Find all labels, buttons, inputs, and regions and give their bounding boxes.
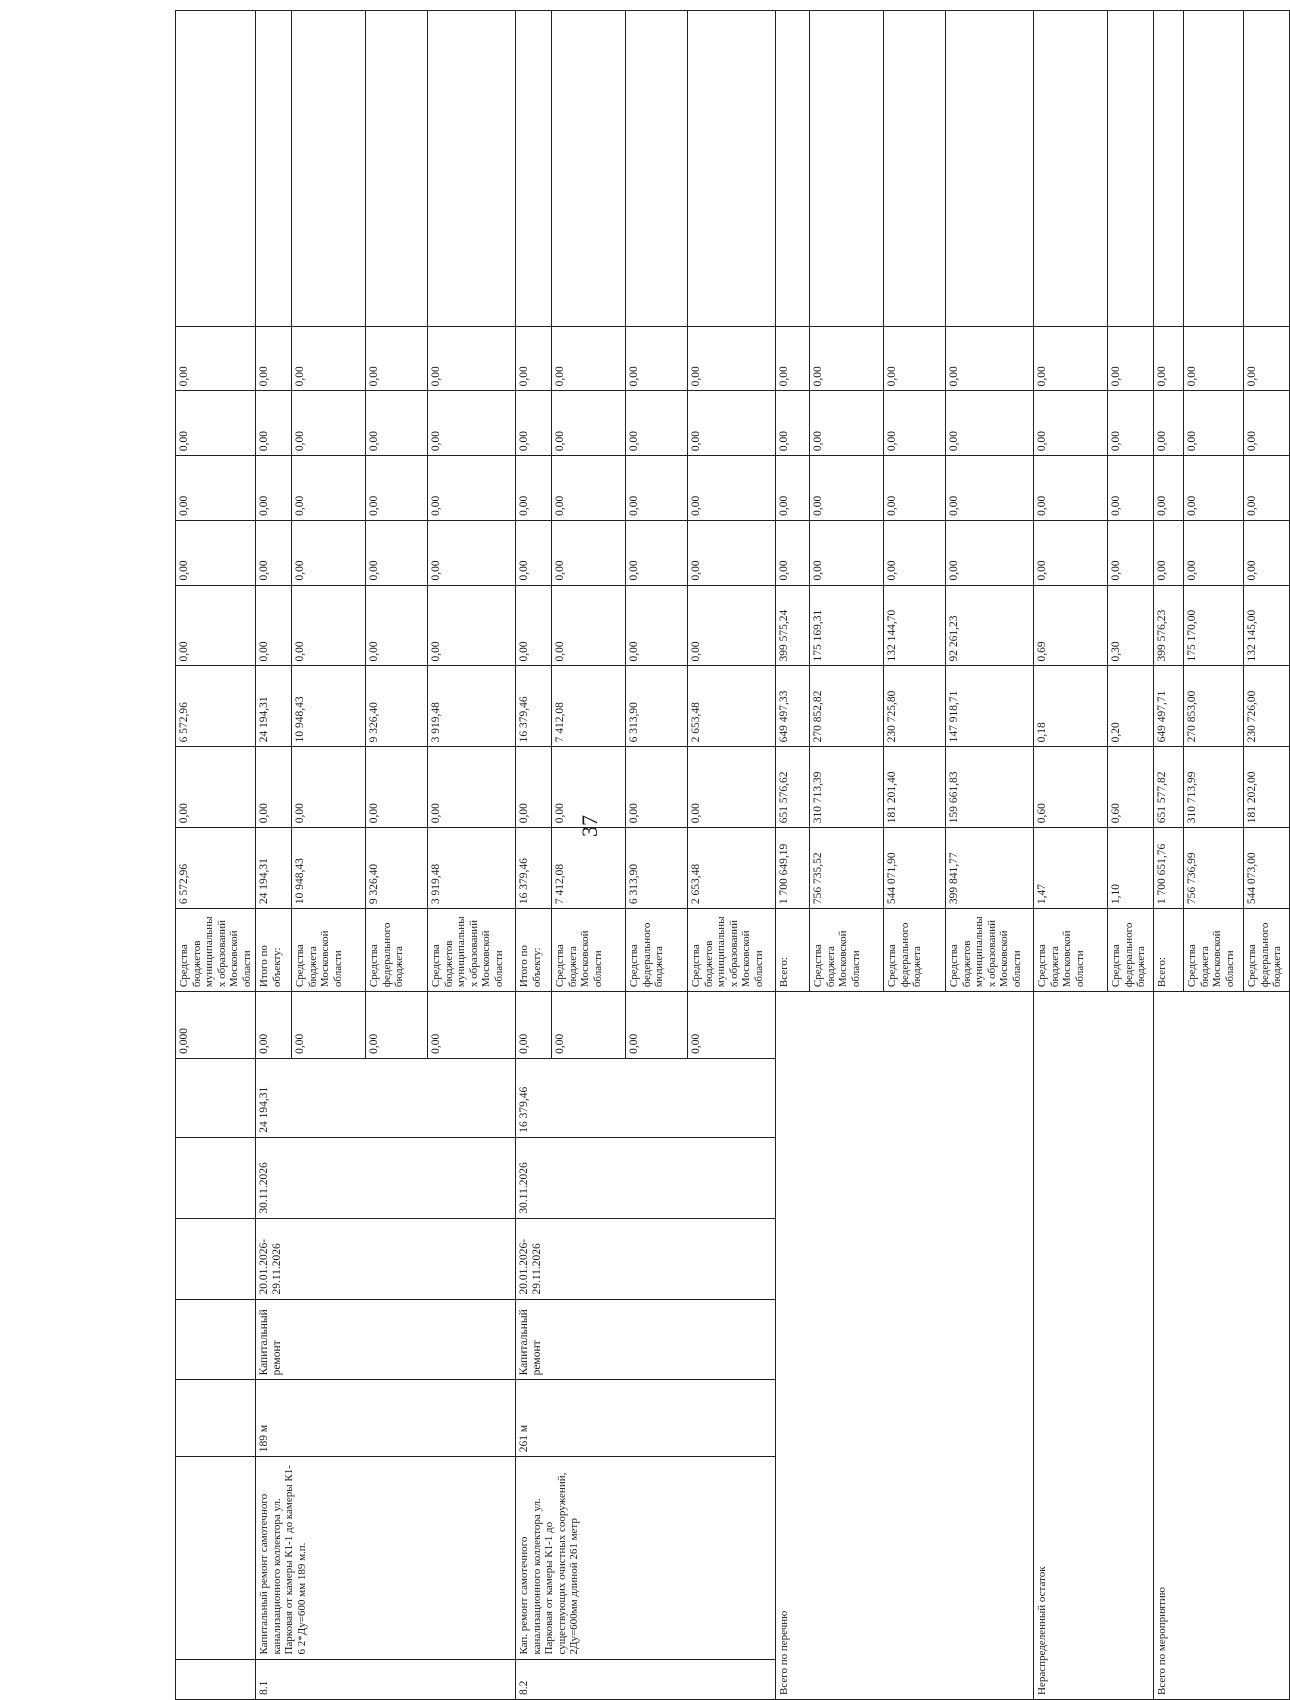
cell-value: 0,00 <box>552 456 626 521</box>
cell-value: 0,00 <box>366 747 428 828</box>
cell-value <box>552 11 626 327</box>
cell-volume <box>176 1380 256 1457</box>
cell-value: 649 497,33 <box>776 666 810 747</box>
cell-value: 0,00 <box>516 326 552 391</box>
cell-value: 0,00 <box>810 520 884 585</box>
cell-value: 6 313,90 <box>626 828 688 909</box>
cell-value: 175 170,00 <box>1184 585 1244 666</box>
cell-value: 92 261,23 <box>946 585 1034 666</box>
cell-value: 0,00 <box>552 520 626 585</box>
cell-value <box>626 11 688 327</box>
cell-funding-source: Средства бюджетов муниципальных образований Московской области <box>946 909 1034 992</box>
cell-funding-source: Средства бюджетов муниципальных образований Московской области <box>688 909 776 992</box>
cell-value: 0,00 <box>176 747 256 828</box>
cell-value <box>946 11 1034 327</box>
cell-value: 0,00 <box>1108 391 1154 456</box>
cell-value: 0,00 <box>552 326 626 391</box>
cell-volume: 189 м <box>256 1380 516 1457</box>
cell-value: 16 379,46 <box>516 828 552 909</box>
cell-value: 0,00 <box>292 326 366 391</box>
cell-value: 0,18 <box>1034 666 1108 747</box>
cell-value: 2 653,48 <box>688 666 776 747</box>
cell-value: 0,00 <box>516 520 552 585</box>
cell-value: 1 700 649,19 <box>776 828 810 909</box>
cell-value: 0,00 <box>516 456 552 521</box>
cell-value: 1 700 651,76 <box>1154 828 1184 909</box>
cell-value <box>1108 11 1154 327</box>
cell-value: 9 326,40 <box>366 828 428 909</box>
cell-period <box>176 1218 256 1299</box>
cell-funding-source: Средства бюджета Московской области <box>1034 909 1108 992</box>
cell-value: 0,00 <box>256 585 292 666</box>
cell-funding-source: Средства бюджета Московской области <box>1184 909 1244 992</box>
cell-value <box>292 11 366 327</box>
cell-funding-source: Средства федерального бюджета <box>1108 909 1154 992</box>
cell-value <box>884 11 946 327</box>
cell-value: 0,00 <box>884 326 946 391</box>
cell-value: 175 169,31 <box>810 585 884 666</box>
cell-value: 0,00 <box>1034 391 1108 456</box>
cell-value: 0,00 <box>176 326 256 391</box>
cell-value: 7 412,08 <box>552 666 626 747</box>
cell-value: 399 841,77 <box>946 828 1034 909</box>
cell-value: 0,00 <box>176 456 256 521</box>
cell-num: 8.2 <box>516 1659 776 1699</box>
cell-cost <box>176 1058 256 1137</box>
cell-value: 3 919,48 <box>428 666 516 747</box>
cell-object-name: Капитальный ремонт самотечного канализационного коллектора ул. Парковая от камеры К1-1 до камеры К1-6 2*Ду=600 мм 189 м.п. <box>256 1457 516 1659</box>
cell-value <box>688 11 776 327</box>
summary-row <box>1154 11 1184 1700</box>
cell-value <box>810 11 884 327</box>
cell-value: 0,69 <box>1034 585 1108 666</box>
cell-value: 0,00 <box>1244 456 1290 521</box>
cell-value: 0,00 <box>1034 520 1108 585</box>
cell-value: 544 073,00 <box>1244 828 1290 909</box>
cell-value <box>1184 11 1244 327</box>
summary-row <box>776 11 810 1700</box>
cell-value: 0,00 <box>776 520 810 585</box>
cell-funding-source: Средства бюджетов муниципальных образований Московской области <box>428 909 516 992</box>
cell-value: 0,00 <box>1034 326 1108 391</box>
summary-label: Всего по мероприятию <box>1154 992 1290 1700</box>
cell-value: 0,00 <box>810 326 884 391</box>
cell-funding-source: Средства федерального бюджета <box>884 909 946 992</box>
cell-value <box>428 11 516 327</box>
cell-value: 0,00 <box>292 456 366 521</box>
cell-value: 181 201,40 <box>884 747 946 828</box>
cell-value: 270 852,82 <box>810 666 884 747</box>
cell-value: 0,20 <box>1108 666 1154 747</box>
cell-value: 0,00 <box>688 456 776 521</box>
cell-value <box>1244 11 1290 327</box>
cell-value: 0,00 <box>176 391 256 456</box>
cell-value: 230 725,80 <box>884 666 946 747</box>
cell-value: 0,00 <box>552 585 626 666</box>
cell-value: 10 948,43 <box>292 828 366 909</box>
cell-value: 0,00 <box>292 391 366 456</box>
cell-funding-source: Средства федерального бюджета <box>366 909 428 992</box>
cell-value: 0,00 <box>1244 326 1290 391</box>
cell-value: 0,00 <box>1154 520 1184 585</box>
cell-value: 147 918,71 <box>946 666 1034 747</box>
cell-value: 0,30 <box>1108 585 1154 666</box>
cell-value <box>1154 11 1184 327</box>
cell-value: 0,00 <box>946 520 1034 585</box>
cell-object-name: Кап. ремонт самотечного канализационного коллектора ул. Парковая от камеры К1-1 до существующих очистных сооружений, 2Ду=600мм длиной 261 метр <box>516 1457 776 1659</box>
cell-funding-source: Средства бюджета Московской области <box>552 909 626 992</box>
cell-value: 0,00 <box>1154 456 1184 521</box>
cell-end-date: 30.11.2026 <box>516 1137 776 1218</box>
cell-value: 399 575,24 <box>776 585 810 666</box>
cell-value: 0,00 <box>256 391 292 456</box>
cell-financed: 0,00 <box>516 992 552 1059</box>
cell-value: 756 735,52 <box>810 828 884 909</box>
cell-value: 0,00 <box>776 456 810 521</box>
cell-value <box>1034 11 1108 327</box>
cell-value: 0,00 <box>1154 326 1184 391</box>
cell-work-type <box>176 1299 256 1380</box>
cell-value: 0,00 <box>688 747 776 828</box>
cell-work-type: Капитальный ремонт <box>516 1299 776 1380</box>
cell-funding-source: Итого по объекту: <box>256 909 292 992</box>
summary-row <box>1034 11 1108 1700</box>
cell-value: 649 497,71 <box>1154 666 1184 747</box>
cell-value: 6 572,96 <box>176 666 256 747</box>
cell-work-type: Капитальный ремонт <box>256 1299 516 1380</box>
cell-financed: 0,00 <box>626 992 688 1059</box>
cell-value: 0,00 <box>516 391 552 456</box>
cell-value: 310 713,39 <box>810 747 884 828</box>
cell-value: 0,00 <box>1184 456 1244 521</box>
cell-value: 0,60 <box>1034 747 1108 828</box>
cell-end-date <box>176 1137 256 1218</box>
cell-funding-source: Средства бюджетов муниципальных образований Московской области <box>176 909 256 992</box>
cell-num <box>176 1659 256 1699</box>
cell-value: 0,00 <box>176 585 256 666</box>
table-row <box>176 11 256 1700</box>
cell-value: 2 653,48 <box>688 828 776 909</box>
cell-value: 651 577,82 <box>1154 747 1184 828</box>
cell-value: 24 194,31 <box>256 828 292 909</box>
cell-value: 0,00 <box>810 391 884 456</box>
cell-financed: 0,00 <box>552 992 626 1059</box>
cell-value: 0,00 <box>688 326 776 391</box>
cell-value: 651 576,62 <box>776 747 810 828</box>
cell-value: 0,00 <box>552 391 626 456</box>
cell-funding-source: Всего: <box>776 909 810 992</box>
cell-value: 0,00 <box>1184 391 1244 456</box>
summary-label: Нераспределенный остаток <box>1034 992 1154 1700</box>
cell-value <box>176 11 256 327</box>
table-row <box>516 11 552 1700</box>
cell-financed: 0,00 <box>256 992 292 1059</box>
cell-value: 24 194,31 <box>256 666 292 747</box>
cell-value: 0,00 <box>1184 520 1244 585</box>
cell-value: 0,00 <box>1244 520 1290 585</box>
cell-value: 0,00 <box>1108 456 1154 521</box>
cell-value: 0,00 <box>428 747 516 828</box>
cell-funding-source: Итого по объекту: <box>516 909 552 992</box>
cell-value: 0,00 <box>256 520 292 585</box>
cell-value: 0,00 <box>366 326 428 391</box>
cell-value <box>776 11 810 327</box>
cell-end-date: 30.11.2026 <box>256 1137 516 1218</box>
cell-value: 7 412,08 <box>552 828 626 909</box>
cell-value: 0,00 <box>776 326 810 391</box>
cell-value: 230 726,00 <box>1244 666 1290 747</box>
cell-financed: 0,00 <box>292 992 366 1059</box>
cell-value: 0,00 <box>810 456 884 521</box>
cell-value: 0,00 <box>256 747 292 828</box>
cell-value: 0,00 <box>626 391 688 456</box>
cell-value: 9 326,40 <box>366 666 428 747</box>
cell-value: 0,00 <box>1108 520 1154 585</box>
cell-value: 0,00 <box>428 585 516 666</box>
cell-value: 0,00 <box>884 520 946 585</box>
cell-value: 0,00 <box>688 585 776 666</box>
cell-value: 132 144,70 <box>884 585 946 666</box>
cell-value <box>256 11 292 327</box>
cell-value: 0,00 <box>366 585 428 666</box>
cell-value: 6 572,96 <box>176 828 256 909</box>
cell-volume: 261 м <box>516 1380 776 1457</box>
cell-value: 6 313,90 <box>626 666 688 747</box>
cell-financed: 0,000 <box>176 992 256 1059</box>
cell-value: 0,00 <box>776 391 810 456</box>
cell-value: 0,00 <box>1034 456 1108 521</box>
cell-value: 0,00 <box>688 391 776 456</box>
table-row <box>256 11 292 1700</box>
cell-financed: 0,00 <box>366 992 428 1059</box>
cell-value: 0,00 <box>292 520 366 585</box>
cell-value: 0,00 <box>1108 326 1154 391</box>
page-number: 37 <box>577 815 602 837</box>
cell-value: 0,00 <box>366 456 428 521</box>
cell-value: 0,00 <box>428 391 516 456</box>
cell-value: 0,00 <box>176 520 256 585</box>
cell-value: 0,00 <box>626 456 688 521</box>
cell-value: 0,00 <box>256 326 292 391</box>
cell-value: 0,00 <box>256 456 292 521</box>
cell-funding-source: Средства бюджета Московской области <box>810 909 884 992</box>
cell-funding-source: Всего: <box>1154 909 1184 992</box>
cell-value: 0,00 <box>884 456 946 521</box>
cell-value: 0,00 <box>626 520 688 585</box>
cell-value: 0,00 <box>366 520 428 585</box>
cell-value: 0,00 <box>626 747 688 828</box>
cell-value: 0,00 <box>428 520 516 585</box>
cell-value: 0,00 <box>516 747 552 828</box>
cell-value: 0,00 <box>688 520 776 585</box>
cell-value <box>516 11 552 327</box>
cell-value: 181 202,00 <box>1244 747 1290 828</box>
cell-value: 310 713,99 <box>1184 747 1244 828</box>
cell-value: 10 948,43 <box>292 666 366 747</box>
cell-value: 0,00 <box>516 585 552 666</box>
cell-value: 0,00 <box>1154 391 1184 456</box>
cell-value: 0,00 <box>292 585 366 666</box>
cell-value: 0,00 <box>626 326 688 391</box>
cell-value: 544 071,90 <box>884 828 946 909</box>
cell-financed: 0,00 <box>688 992 776 1059</box>
cell-cost: 16 379,46 <box>516 1058 776 1137</box>
cell-value: 0,00 <box>884 391 946 456</box>
cell-value: 1,47 <box>1034 828 1108 909</box>
cell-value: 0,00 <box>946 391 1034 456</box>
cell-value: 0,00 <box>292 747 366 828</box>
cell-value: 756 736,99 <box>1184 828 1244 909</box>
cell-object-name <box>176 1457 256 1659</box>
cell-value: 399 576,23 <box>1154 585 1184 666</box>
cell-funding-source: Средства бюджета Московской области <box>292 909 366 992</box>
cell-value: 0,00 <box>428 326 516 391</box>
cell-value: 3 919,48 <box>428 828 516 909</box>
budget-table-sheet <box>175 10 1283 1700</box>
cell-period: 20.01.2026-29.11.2026 <box>256 1218 516 1299</box>
cell-value: 0,00 <box>552 747 626 828</box>
cell-value: 0,00 <box>1184 326 1244 391</box>
summary-label: Всего по перечню <box>776 992 1034 1700</box>
cell-num: 8.1 <box>256 1659 516 1699</box>
cell-funding-source: Средства федерального бюджета <box>626 909 688 992</box>
cell-value: 0,00 <box>626 585 688 666</box>
cell-funding-source: Средства федерального бюджета <box>1244 909 1290 992</box>
cell-value: 16 379,46 <box>516 666 552 747</box>
cell-value: 159 661,83 <box>946 747 1034 828</box>
cell-cost: 24 194,31 <box>256 1058 516 1137</box>
cell-value: 1,10 <box>1108 828 1154 909</box>
cell-value: 270 853,00 <box>1184 666 1244 747</box>
cell-value: 0,00 <box>1244 391 1290 456</box>
cell-value: 0,00 <box>946 326 1034 391</box>
cell-financed: 0,00 <box>428 992 516 1059</box>
cell-value: 0,60 <box>1108 747 1154 828</box>
cell-value: 0,00 <box>428 456 516 521</box>
cell-value: 0,00 <box>946 456 1034 521</box>
budget-table <box>175 10 1290 1700</box>
cell-value: 132 145,00 <box>1244 585 1290 666</box>
cell-value <box>366 11 428 327</box>
cell-value: 0,00 <box>366 391 428 456</box>
cell-period: 20.01.2026-29.11.2026 <box>516 1218 776 1299</box>
